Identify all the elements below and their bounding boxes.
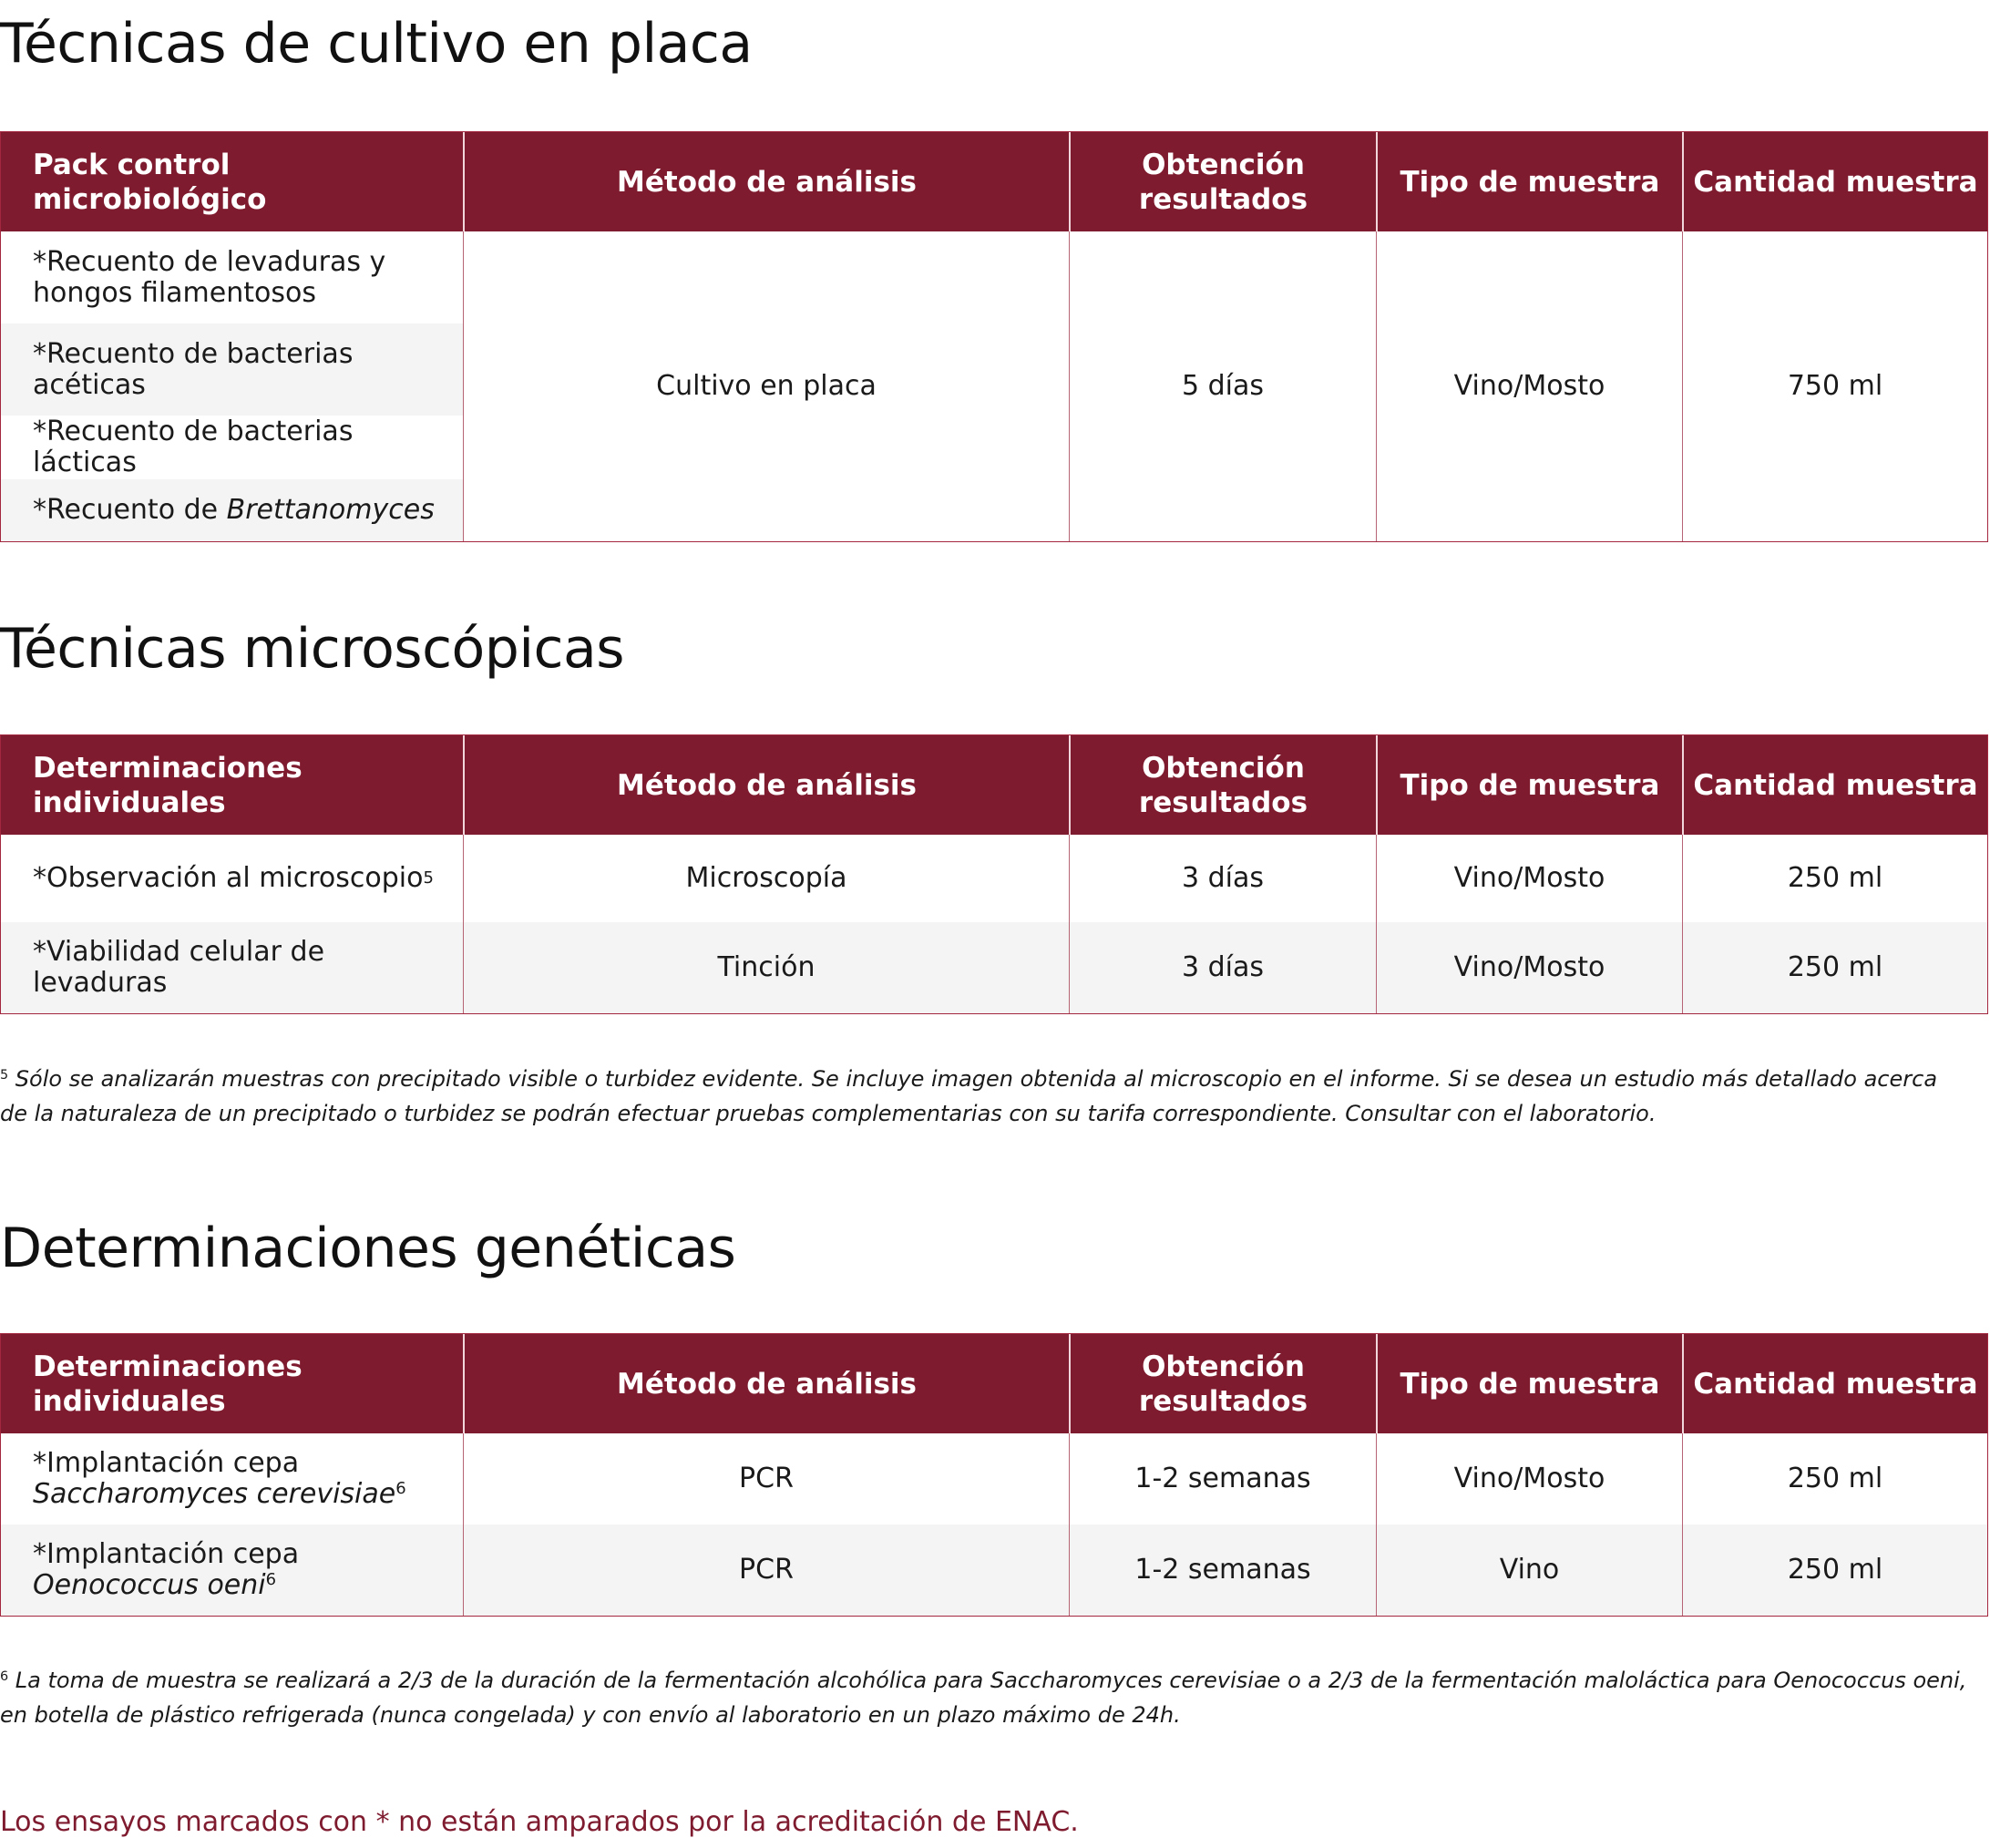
header-results: Obtención resultados [1069, 735, 1376, 835]
header-sample-qty: Cantidad muestra [1682, 132, 1987, 231]
section-title-genetics: Determinaciones genéticas [0, 1217, 736, 1280]
header-determinations: Determinaciones individuales [33, 751, 303, 819]
footnote-5 [0, 1062, 1968, 1131]
genetics-table [0, 1333, 1988, 1617]
header-results: Obtención resultados [1069, 132, 1376, 231]
table-row [1, 1525, 1987, 1616]
header-method: Método de análisis [463, 1334, 1069, 1433]
cell-method: Microscopía [463, 835, 1069, 922]
cell-name: *Viabilidad celular de levaduras [33, 936, 325, 999]
header-method: Método de análisis [463, 735, 1069, 835]
species-name: Brettanomyces [226, 494, 435, 526]
cell-sample-type: Vino/Mosto [1376, 835, 1682, 922]
plate-culture-table [0, 131, 1988, 542]
cell-sample-type: Vino/Mosto [1376, 1433, 1682, 1525]
cell-sample-qty: 250 ml [1682, 1433, 1987, 1525]
table-header [1, 1334, 1987, 1433]
footnote-ref: 6 [265, 1570, 277, 1590]
cell-sample-qty: 250 ml [1682, 922, 1987, 1013]
table-header [1, 132, 1987, 231]
table-row [1, 922, 1987, 1013]
table-row [1, 835, 1987, 922]
pack-items [1, 231, 463, 541]
section-title-plate-culture: Técnicas de cultivo en placa [0, 12, 753, 76]
section-title-microscopy: Técnicas microscópicas [0, 617, 625, 681]
list-item [1, 479, 463, 541]
table-header [1, 735, 1987, 835]
footnote-6 [0, 1663, 1968, 1732]
footnote-text: La toma de muestra se realizará a 2/3 de la duración de la fermentación alcohólica para Saccharomyces cerevisiae o a 2/3 de la fermentación maloláctica para Oenococcus oeni, en botella de plástico refrigerada (nunca congelada) y con envío al laboratorio en un plazo máximo de 24h. [0, 1668, 1967, 1728]
cell-results: 3 días [1069, 835, 1376, 922]
header-sample-type: Tipo de muestra [1376, 1334, 1682, 1433]
footnote-ref: 6 [395, 1479, 406, 1499]
list-item: *Recuento de levaduras y hongos filamentosos [33, 245, 386, 309]
header-sample-qty: Cantidad muestra [1682, 1334, 1987, 1433]
list-item: *Recuento de bacterias acéticas [1, 323, 463, 416]
cell-method: Cultivo en placa [463, 231, 1069, 541]
cell-results: 1-2 semanas [1069, 1433, 1376, 1525]
footnote-mark: 5 [0, 1068, 9, 1083]
list-item: *Recuento de bacterias lácticas [33, 416, 354, 478]
enac-accreditation-note: Los ensayos marcados con * no están amparados por la acreditación de ENAC. [0, 1806, 1079, 1838]
header-determinations: Determinaciones individuales [33, 1350, 303, 1418]
cell-results: 3 días [1069, 922, 1376, 1013]
cell-sample-type: Vino/Mosto [1376, 231, 1682, 541]
footnote-text: Sólo se analizarán muestras con precipitado visible o turbidez evidente. Se incluye imagen obtenida al microscopio en el informe. Si se desea un estudio más detallado acerca de la naturaleza de un precipitado o turbidez se podrán efectuar pruebas complementarias con su tarifa correspondiente. Consultar con el laboratorio. [0, 1066, 1938, 1126]
header-sample-type: Tipo de muestra [1376, 132, 1682, 231]
table-body [1, 231, 1987, 541]
cell-name: *Implantación cepa Saccharomyces cerevisiae$^6$ [33, 1447, 406, 1510]
species-name: Saccharomyces cerevisiae [33, 1478, 396, 1510]
cell-name: *Observación al microscopio 5 [33, 862, 434, 894]
header-sample-type: Tipo de muestra [1376, 735, 1682, 835]
cell-results: 5 días [1069, 231, 1376, 541]
cell-sample-type: Vino [1376, 1525, 1682, 1616]
cell-sample-type: Vino/Mosto [1376, 922, 1682, 1013]
species-name: Oenococcus oeni [33, 1569, 266, 1601]
cell-name: *Implantación cepa Oenococcus oeni$^6$ [33, 1538, 300, 1601]
cell-sample-qty: 750 ml [1682, 231, 1987, 541]
cell-sample-qty: 250 ml [1682, 835, 1987, 922]
cell-method: PCR [463, 1525, 1069, 1616]
header-pack: Pack control microbiológico [33, 148, 267, 216]
footnote-mark: 6 [0, 1669, 9, 1685]
cell-sample-qty: 250 ml [1682, 1525, 1987, 1616]
item-prefix: *Recuento de [33, 494, 219, 526]
header-sample-qty: Cantidad muestra [1682, 735, 1987, 835]
header-method: Método de análisis [463, 132, 1069, 231]
cell-method: Tinción [463, 922, 1069, 1013]
table-row [1, 1433, 1987, 1525]
header-results: Obtención resultados [1069, 1334, 1376, 1433]
cell-results: 1-2 semanas [1069, 1525, 1376, 1616]
microscopy-table [0, 734, 1988, 1014]
cell-method: PCR [463, 1433, 1069, 1525]
